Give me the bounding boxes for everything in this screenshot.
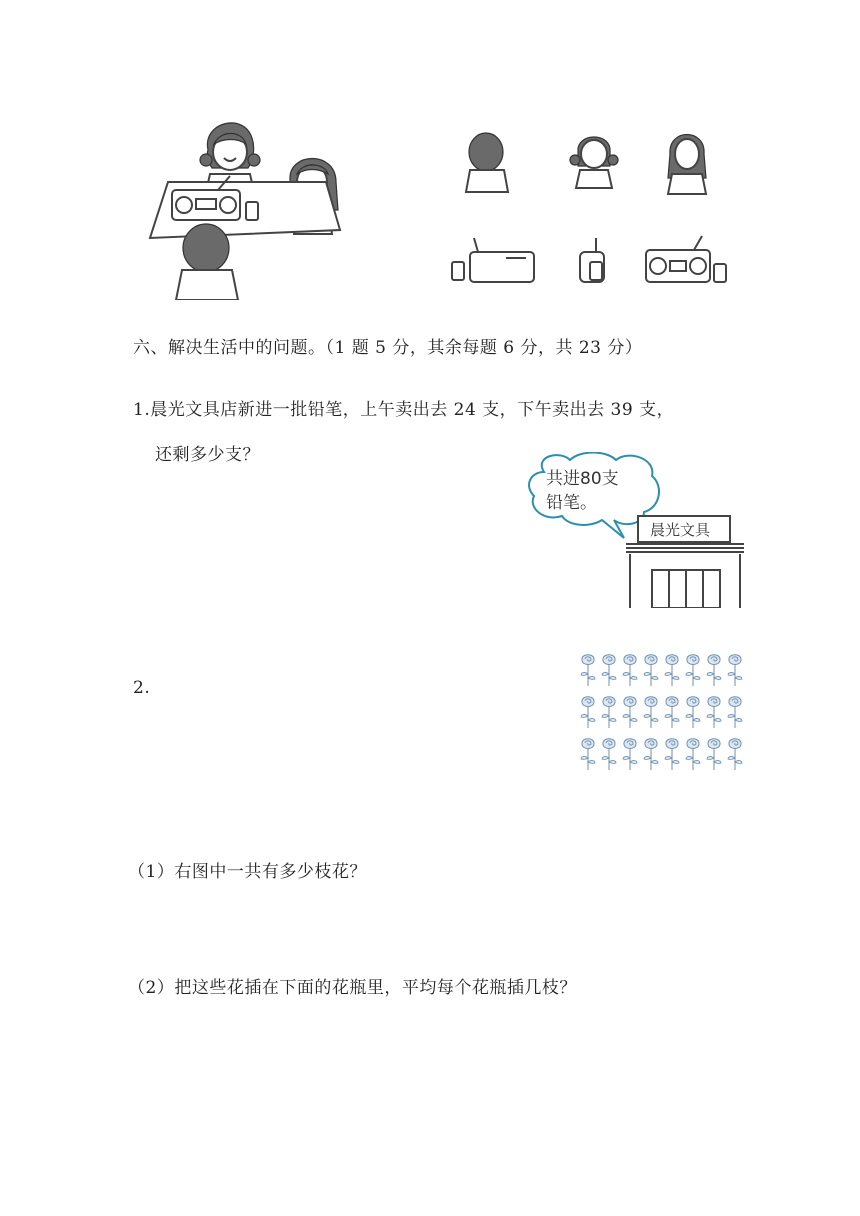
rose-flower-icon — [581, 739, 595, 770]
rose-flower-icon — [665, 655, 679, 686]
cup-on-table — [246, 202, 258, 220]
section-six-heading: 六、解决生活中的问题。（1 题 5 分，其余每题 6 分，共 23 分） — [133, 338, 643, 358]
question-1-line-1: 1.晨光文具店新进一批铅笔，上午卖出去 24 支，下午卖出去 39 支， — [133, 400, 675, 420]
viewer-girl-pigtails — [566, 130, 622, 192]
rose-flower-icon — [707, 655, 721, 686]
rose-flower-icon — [602, 655, 616, 686]
rose-flower-icon — [581, 697, 595, 728]
rose-flower-icon — [581, 655, 595, 686]
store-sign-text: 晨光文具 — [650, 521, 711, 539]
rose-flower-icon — [665, 739, 679, 770]
stationery-store-illustration — [624, 512, 746, 608]
rose-flower-icon — [707, 739, 721, 770]
rose-flower-icon — [728, 697, 742, 728]
rose-flower-icon — [707, 697, 721, 728]
rose-flower-icon — [602, 697, 616, 728]
rose-flower-icon — [686, 655, 700, 686]
bubble-text-line-2: 铅笔。 — [546, 493, 597, 513]
rose-flower-icon — [686, 739, 700, 770]
rose-flower-icon — [644, 697, 658, 728]
rose-flower-icon — [728, 655, 742, 686]
rose-flower-icon — [686, 697, 700, 728]
radio-view-back — [446, 234, 538, 286]
radio-view-front — [642, 234, 734, 286]
rose-flower-icon — [623, 655, 637, 686]
rose-flower-icon — [644, 739, 658, 770]
question-2-sub-2: （2）把这些花插在下面的花瓶里，平均每个花瓶插几枝？ — [128, 978, 577, 998]
rose-flower-icon — [623, 697, 637, 728]
viewer-boy-back — [462, 130, 512, 194]
rose-flower-icon — [665, 697, 679, 728]
rose-flower-icon — [644, 655, 658, 686]
rose-flower-icon — [728, 739, 742, 770]
rose-flower-icon — [602, 739, 616, 770]
rose-flower-icon — [623, 739, 637, 770]
viewer-girl-long-hair — [664, 130, 710, 196]
flower-grid — [578, 652, 748, 776]
question-2-number: 2. — [133, 678, 151, 698]
question-2-sub-1: （1）右图中一共有多少枝花？ — [128, 862, 367, 882]
question-1-line-2: 还剩多少支？ — [155, 445, 260, 465]
scene-illustration — [140, 110, 370, 300]
radio-view-side — [574, 234, 614, 286]
bubble-text-line-1: 共进80支 — [546, 469, 619, 489]
